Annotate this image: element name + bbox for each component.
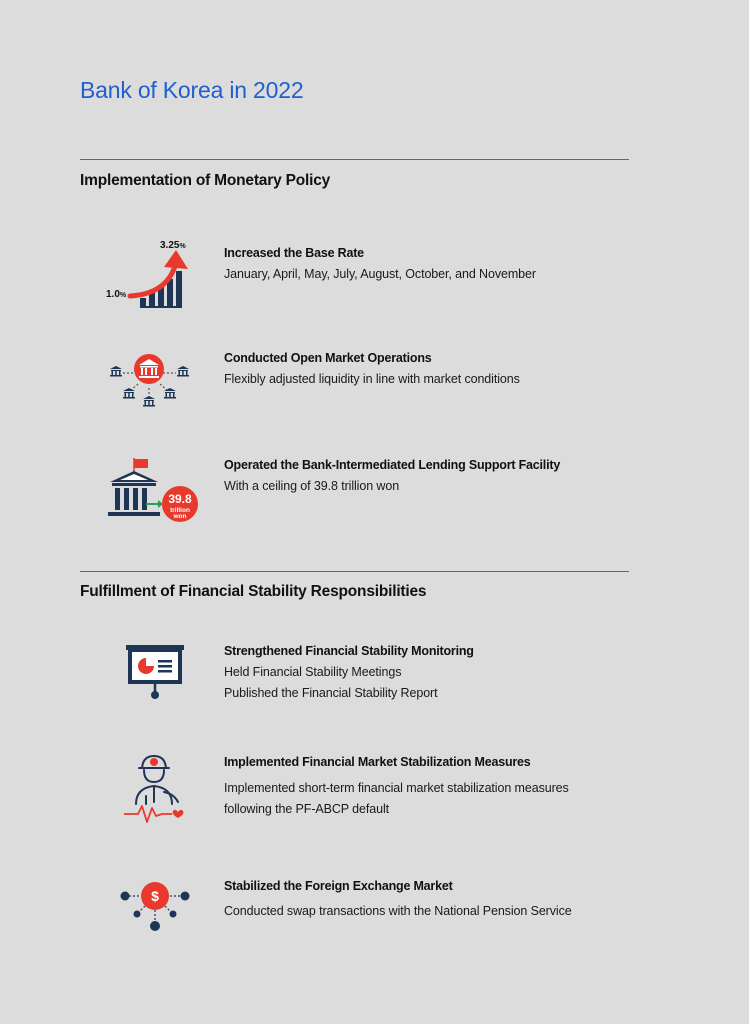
amount-label: 39.8 (168, 492, 192, 506)
item-base-rate (224, 245, 684, 282)
dollar-symbol: $ (151, 888, 159, 904)
item-title: Stabilized the Foreign Exchange Market (224, 879, 453, 893)
item-title: Strengthened Financial Stability Monitoring (224, 644, 474, 658)
presentation-board-icon (124, 643, 186, 703)
dollar-network-icon (117, 875, 193, 937)
section-divider (80, 571, 629, 572)
item-title: Implemented Financial Market Stabilization Measures (224, 755, 531, 769)
item-lending-support-facility (224, 457, 684, 494)
amount-unit-label: won (173, 513, 187, 520)
item-line: following the PF-ABCP default (224, 802, 390, 816)
item-title: Increased the Base Rate (224, 246, 364, 260)
item-stability-monitoring (224, 643, 684, 701)
page-title: Bank of Korea in 2022 (80, 77, 304, 103)
section-divider (80, 159, 629, 160)
item-title: Operated the Bank-Intermediated Lending Support Facility (224, 458, 561, 472)
section-title-financial-stability: Fulfillment of Financial Stability Responsibilities (80, 583, 427, 600)
bank-network-icon (105, 348, 195, 410)
item-line: With a ceiling of 39.8 trillion won (224, 479, 400, 493)
item-market-stabilization (224, 754, 684, 817)
section-title-monetary-policy: Implementation of Monetary Policy (80, 172, 331, 189)
item-line: January, April, May, July, August, October, and November (224, 267, 536, 281)
item-fx-market (224, 878, 684, 919)
item-title: Conducted Open Market Operations (224, 351, 432, 365)
item-line: Implemented short-term financial market stabilization measures (224, 781, 569, 795)
item-open-market-operations (224, 350, 684, 387)
rate-high-label: 3.25% (160, 240, 186, 251)
item-line: Published the Financial Stability Report (224, 686, 438, 700)
rate-low-label: 1.0% (106, 289, 127, 300)
item-line: Conducted swap transactions with the National Pension Service (224, 904, 572, 918)
bank-lending-icon (106, 456, 201, 524)
rising-rate-arrow-icon (100, 234, 200, 312)
item-line: Flexibly adjusted liquidity in line with market conditions (224, 372, 520, 386)
firefighter-heartbeat-icon (120, 752, 190, 824)
item-line: Held Financial Stability Meetings (224, 665, 402, 679)
amount-unit-label: trillion (170, 507, 190, 514)
